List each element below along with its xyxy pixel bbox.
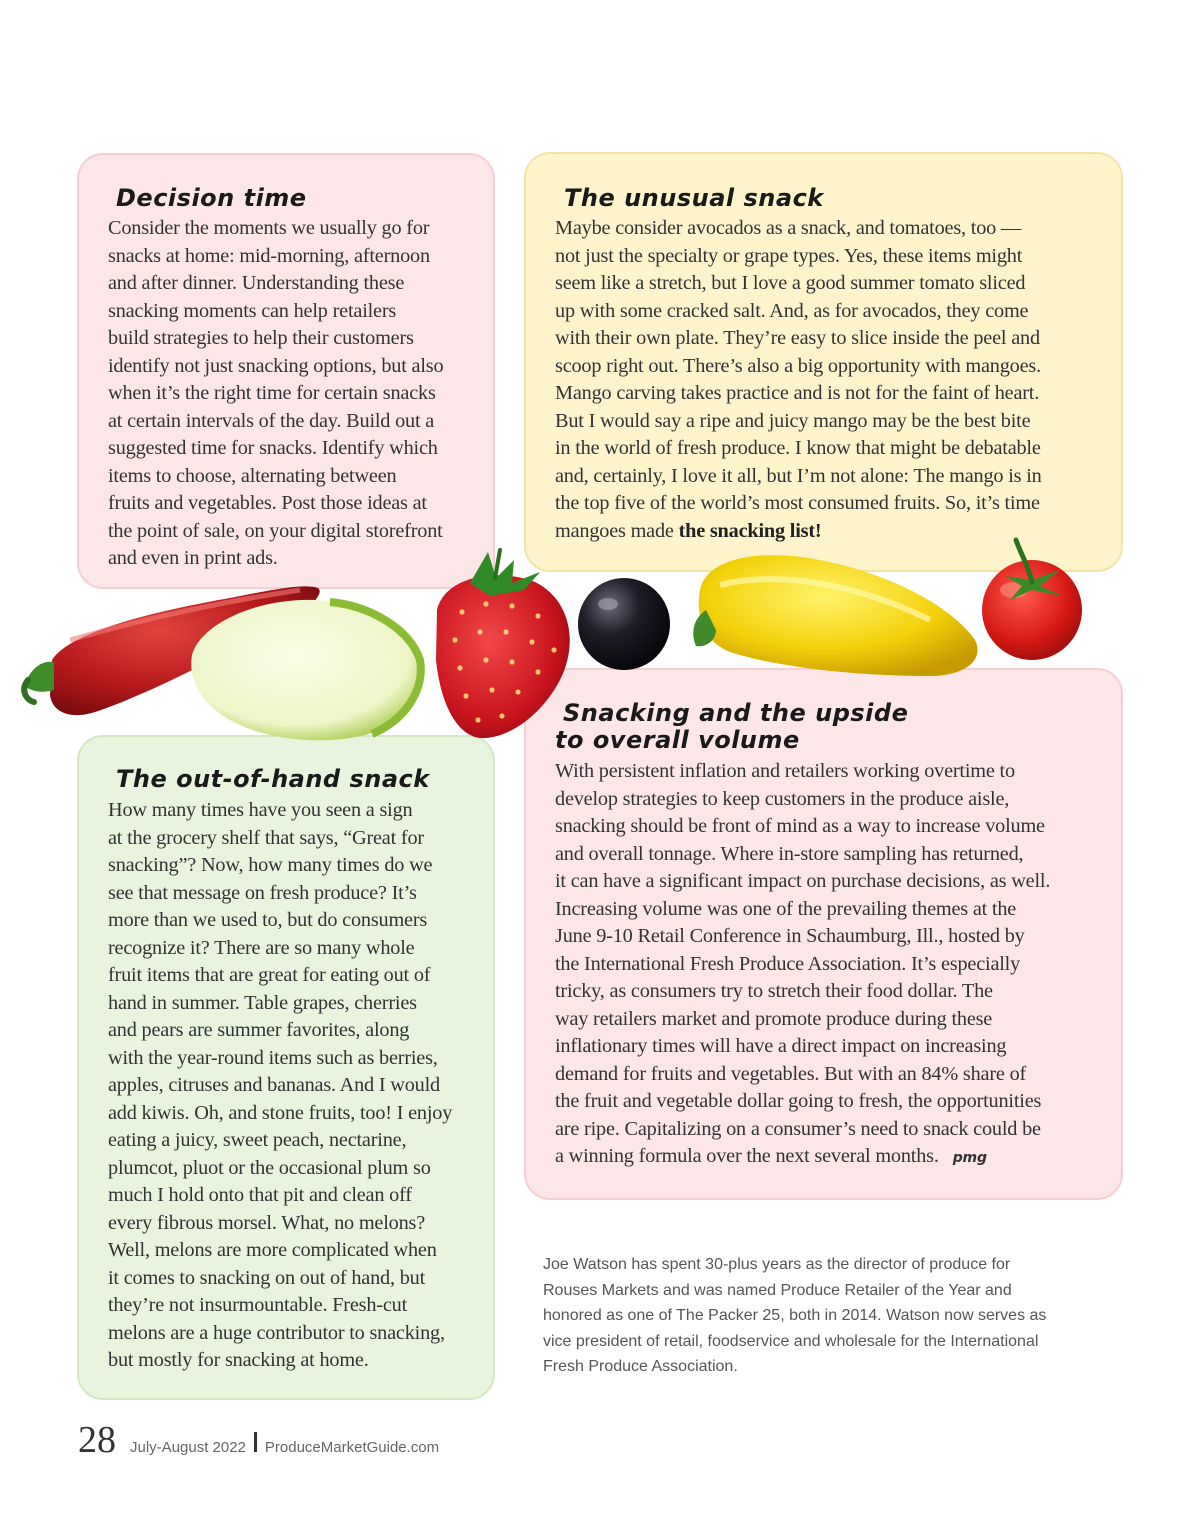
out-of-hand-text	[108, 797, 488, 1375]
text-segment: a winning formula over the next several months.	[555, 1145, 939, 1167]
text-line: more than we used to, but do consumers	[108, 909, 428, 931]
text-line: recognize it? There are so many whole	[108, 936, 415, 959]
text-line: the point of sale, on your digital storefront	[108, 519, 443, 542]
text-line: scoop right out. There’s also a big opportunity with mangoes.	[555, 354, 1041, 377]
text-line: way retailers market and promote produce during these	[555, 1007, 993, 1030]
text-line: fruits and vegetables. Post those ideas at	[108, 492, 427, 514]
text-line: snacks at home: mid-morning, afternoon	[108, 244, 430, 267]
footer-divider	[254, 1432, 257, 1452]
website-link[interactable]: ProduceMarketGuide.com	[264, 1439, 440, 1456]
text-line: identify not just snacking options, but also	[108, 354, 444, 377]
text-line: are ripe. Capitalizing on a consumer’s need to snack could be	[555, 1117, 1041, 1140]
text-line: Mango carving takes practice and is not for the faint of heart.	[555, 382, 1040, 404]
text-line: snacking moments can help retailers	[108, 299, 397, 322]
text-line: hand in summer. Table grapes, cherries	[108, 991, 417, 1014]
unusual-snack-heading: The unusual snack	[564, 184, 824, 212]
text-line: up with some cracked salt. And, as for avocados, they come	[555, 299, 1029, 322]
text-line: they’re not insurmountable. Fresh-cut	[108, 1294, 407, 1316]
text-line: and overall tonnage. Where in-store sampling has returned,	[555, 842, 1024, 865]
text-line: with their own plate. They’re easy to slice inside the peel and	[555, 327, 1040, 349]
text-line: items to choose, alternating between	[108, 464, 397, 487]
unusual-snack-text	[555, 215, 1115, 545]
text-line: snacking”? Now, how many times do we	[108, 854, 433, 876]
text-line: June 9-10 Retail Conference in Schaumburg, Ill., hosted by	[555, 925, 1025, 947]
text-line: with the year-round items such as berries,	[108, 1046, 438, 1069]
text-line: snacking should be front of mind as a way to increase volume	[555, 815, 1045, 837]
text-line: see that message on fresh produce? It’s	[108, 881, 417, 904]
text-line: the fruit and vegetable dollar going to fresh, the opportunities	[555, 1090, 1042, 1112]
volume-heading-line1: Snacking and the upside	[563, 699, 909, 727]
decision-time-heading: Decision time	[116, 184, 307, 212]
bio-line: Joe Watson has spent 30-plus years as the director of produce for	[543, 1256, 1011, 1273]
text-line: apples, citruses and bananas. And I would	[108, 1074, 440, 1096]
page-number: 28	[78, 1419, 116, 1461]
text-emphasis: the snacking list!	[678, 519, 822, 542]
bio-line: Rouses Markets and was named Produce Retailer of the Year and	[543, 1281, 1012, 1299]
plum-icon	[578, 578, 670, 670]
signoff-mark: pmg	[952, 1150, 987, 1166]
text-line: it comes to snacking on out of hand, but	[108, 1266, 426, 1289]
text-line: the International Fresh Produce Association. It’s especially	[555, 952, 1021, 975]
text-line: tricky, as consumers try to stretch their food dollar. The	[555, 980, 993, 1002]
page-footer	[78, 1418, 439, 1462]
text-line: build strategies to help their customers	[108, 327, 414, 349]
text-line: at the grocery shelf that says, “Great for	[108, 826, 424, 849]
tomato-icon	[982, 540, 1082, 660]
text-line: every fibrous morsel. What, no melons?	[108, 1211, 426, 1234]
volume-text	[555, 758, 1115, 1173]
text-line: add kiwis. Oh, and stone fruits, too! I enjoy	[108, 1101, 453, 1124]
text-line: it can have a significant impact on purchase decisions, as well.	[555, 870, 1051, 892]
volume-heading-line2: to overall volume	[555, 726, 800, 754]
text-line: but mostly for snacking at home.	[108, 1349, 369, 1371]
text-line: Well, melons are more complicated when	[108, 1239, 437, 1261]
text-line	[555, 1143, 1115, 1173]
issue-date: July-August 2022	[130, 1439, 246, 1456]
text-line: and pears are summer favorites, along	[108, 1019, 410, 1041]
text-line: develop strategies to keep customers in the produce aisle,	[555, 787, 1010, 810]
text-line: and after dinner. Understanding these	[108, 272, 405, 294]
text-line: plumcot, pluot or the occasional plum so	[108, 1156, 431, 1179]
bio-line: honored as one of The Packer 25, both in 2014. Watson now serves as	[543, 1307, 1047, 1324]
text-line: demand for fruits and vegetables. But with an 84% share of	[555, 1062, 1027, 1085]
text-line: not just the specialty or grape types. Yes, these items might	[555, 244, 1023, 267]
text-line: Consider the moments we usually go for	[108, 217, 430, 239]
text-line: in the world of fresh produce. I know that might be debatable	[555, 437, 1041, 459]
text-line: Increasing volume was one of the prevailing themes at the	[555, 897, 1017, 920]
text-line: inflationary times will have a direct impact on increasing	[555, 1035, 1007, 1057]
text-line: Maybe consider avocados as a snack, and tomatoes, too —	[555, 217, 1022, 239]
text-line: and even in print ads.	[108, 547, 278, 569]
text-line	[555, 518, 1115, 546]
volume-heading	[555, 700, 908, 754]
decision-time-text	[108, 215, 488, 573]
text-line: eating a juicy, sweet peach, nectarine,	[108, 1129, 407, 1151]
author-bio	[543, 1252, 1123, 1380]
text-line: and, certainly, I love it all, but I’m not alone: The mango is in	[555, 464, 1042, 487]
text-line: How many times have you seen a sign	[108, 799, 413, 821]
yellow-pepper-icon	[693, 555, 977, 676]
text-line: seem like a stretch, but I love a good summer tomato sliced	[555, 272, 1026, 294]
text-line: fruit items that are great for eating out of	[108, 964, 431, 986]
bio-line: vice president of retail, foodservice and wholesale for the International	[543, 1332, 1039, 1350]
text-line: when it’s the right time for certain snacks	[108, 382, 436, 404]
text-line: melons are a huge contributor to snacking,	[108, 1321, 445, 1344]
text-line: much I hold onto that pit and clean off	[108, 1184, 412, 1206]
text-segment: mangoes made	[555, 519, 679, 542]
text-line: suggested time for snacks. Identify which	[108, 437, 438, 459]
out-of-hand-heading: The out-of-hand snack	[116, 765, 430, 793]
apple-slice-icon	[191, 600, 423, 740]
text-line: at certain intervals of the day. Build out a	[108, 409, 435, 432]
text-line: the top five of the world’s most consumed fruits. So, it’s time	[555, 492, 1040, 514]
bio-line: Fresh Produce Association.	[543, 1358, 738, 1375]
text-line: But I would say a ripe and juicy mango may be the best bite	[555, 409, 1031, 432]
strawberry-icon	[436, 550, 570, 738]
text-line: With persistent inflation and retailers working overtime to	[555, 760, 1015, 782]
